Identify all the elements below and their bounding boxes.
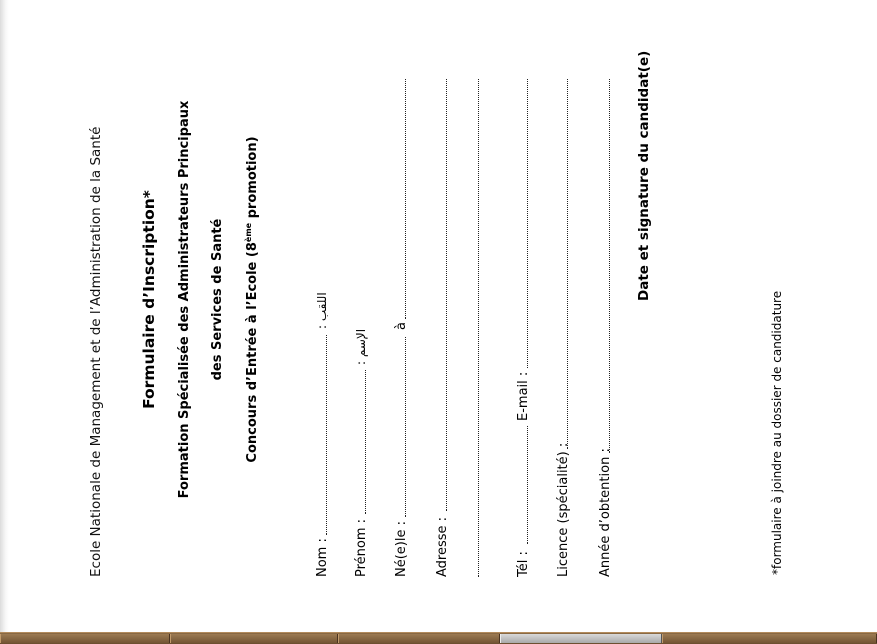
taskbar-button[interactable] — [170, 634, 338, 643]
form-subtitle-line1: Formation Spécialisée des Administrateurs Principaux — [177, 100, 192, 499]
contest-title-suffix: promotion) — [245, 136, 260, 223]
field-label-adresse: Adresse : — [435, 516, 450, 577]
taskbar — [0, 632, 877, 644]
field-line-lieu[interactable] — [405, 79, 406, 319]
field-line-ne-le[interactable] — [405, 337, 406, 517]
field-line-adresse[interactable] — [446, 79, 447, 511]
registration-form — [53, 22, 813, 577]
field-label-email: E-mail : — [516, 371, 531, 421]
contest-title — [245, 22, 259, 577]
page-edge-shadow — [0, 0, 9, 632]
field-label-ne-le: Né(e)le : — [394, 521, 409, 577]
field-label-nom-arabic: اللقب : — [315, 292, 329, 329]
taskbar-button[interactable] — [338, 634, 500, 643]
footnote: *formulaire à joindre au dossier de candidature — [770, 290, 784, 575]
field-line-annee[interactable] — [609, 79, 610, 453]
contest-title-sup: ème — [244, 222, 253, 243]
taskbar-button[interactable] — [662, 634, 877, 643]
field-line-adresse-2[interactable] — [478, 79, 479, 577]
field-label-a: à — [394, 322, 409, 330]
field-line-tel[interactable] — [527, 426, 528, 544]
field-line-nom[interactable] — [326, 335, 327, 535]
field-line-prenom[interactable] — [365, 370, 366, 514]
taskbar-button-active[interactable] — [500, 634, 662, 643]
field-line-email[interactable] — [527, 79, 528, 368]
signature-label: Date et signature du candidat(e) — [636, 50, 652, 301]
taskbar-button[interactable] — [0, 634, 170, 643]
contest-title-prefix: Concours d’Entrée à l’Ecole (8 — [245, 242, 260, 463]
field-label-annee: Année d’obtention : — [598, 448, 613, 577]
field-label-tel: Tél : — [516, 551, 531, 577]
field-label-nom: Nom : — [315, 538, 330, 577]
field-label-prenom: Prénom : — [354, 518, 369, 577]
form-title: Formulaire d’Inscription* — [140, 190, 158, 409]
field-label-prenom-arabic: الإسم : — [354, 328, 368, 365]
form-subtitle-line2: des Services de Santé — [210, 218, 225, 381]
field-line-licence[interactable] — [567, 79, 568, 449]
organization-name: Ecole Nationale de Management et de l’Administration de la Santé — [88, 126, 104, 577]
field-label-licence: Licence (spécialité) : — [556, 442, 571, 577]
